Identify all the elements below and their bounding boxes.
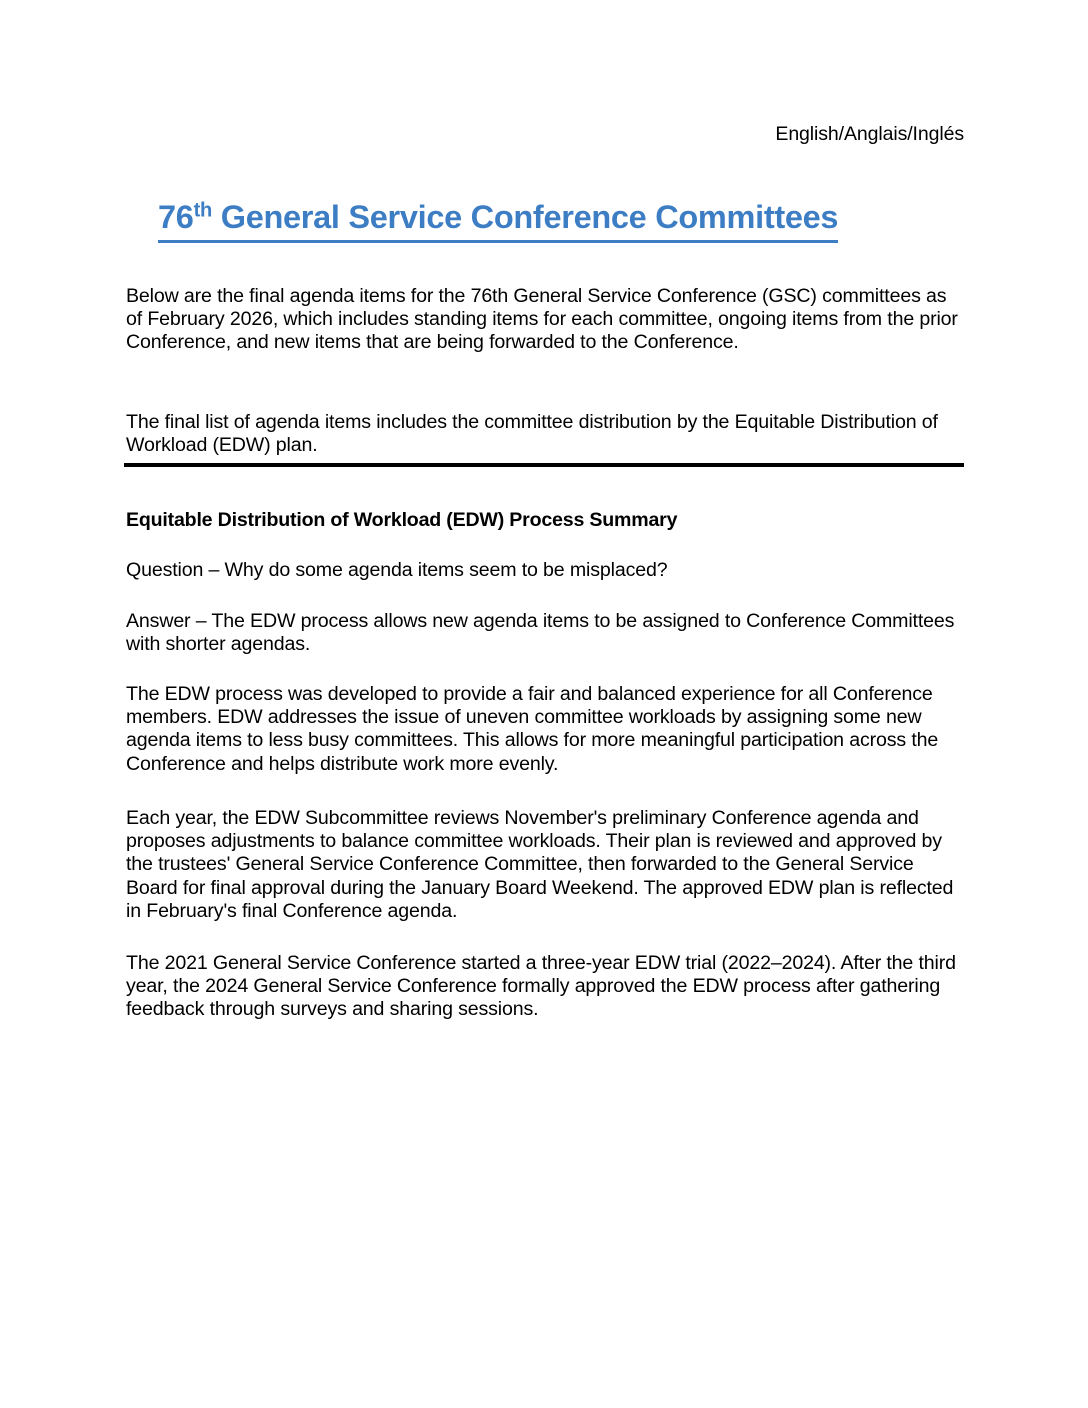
edw-development-paragraph: The EDW process was developed to provide a fair and balanced experience for all Conference members. EDW addresses the issue of uneven committee workloads by assigning some new agenda items to less busy committees. This allows for more meaningful participation across the Conference and helps distribute work more evenly. bbox=[126, 682, 939, 775]
section-divider bbox=[124, 463, 964, 467]
language-header: English/Anglais/Inglés bbox=[775, 123, 964, 145]
question-paragraph: Question – Why do some agenda items seem to be misplaced? bbox=[126, 558, 668, 581]
page-title-text bbox=[158, 199, 838, 243]
section-heading-edw-process-summary: Equitable Distribution of Workload (EDW) Process Summary bbox=[126, 509, 678, 532]
edw-trial-paragraph: The 2021 General Service Conference started a three-year EDW trial (2022–2024). After the third year, the 2024 General Service Conference formally approved the EDW process after gathering feedback through surveys and sharing sessions. bbox=[126, 951, 956, 1021]
page-title bbox=[158, 198, 948, 236]
page-title-ordinal-suffix: th bbox=[193, 199, 212, 222]
intro-paragraph: Below are the final agenda items for the 76th General Service Conference (GSC) committees as of February 2026, which includes standing items for each committee, ongoing items from the prior Conference, and new items that are being forwarded to the Conference. bbox=[126, 284, 958, 354]
page-title-number: 76 bbox=[158, 198, 194, 235]
page-title-rest: General Service Conference Committees bbox=[211, 198, 839, 235]
answer-paragraph: Answer – The EDW process allows new agenda items to be assigned to Conference Committees with shorter agendas. bbox=[126, 609, 955, 655]
final-list-paragraph: The final list of agenda items includes the committee distribution by the Equitable Distribution of Workload (EDW) plan. bbox=[126, 410, 938, 456]
each-year-paragraph: Each year, the EDW Subcommittee reviews November's preliminary Conference agenda and proposes adjustments to balance committee workloads. Their plan is reviewed and approved by the trustees' General Service Conference Committee, then forwarded to the General Service Board for final approval during the January Board Weekend. The approved EDW plan is reflected in February's final Conference agenda. bbox=[126, 806, 954, 923]
